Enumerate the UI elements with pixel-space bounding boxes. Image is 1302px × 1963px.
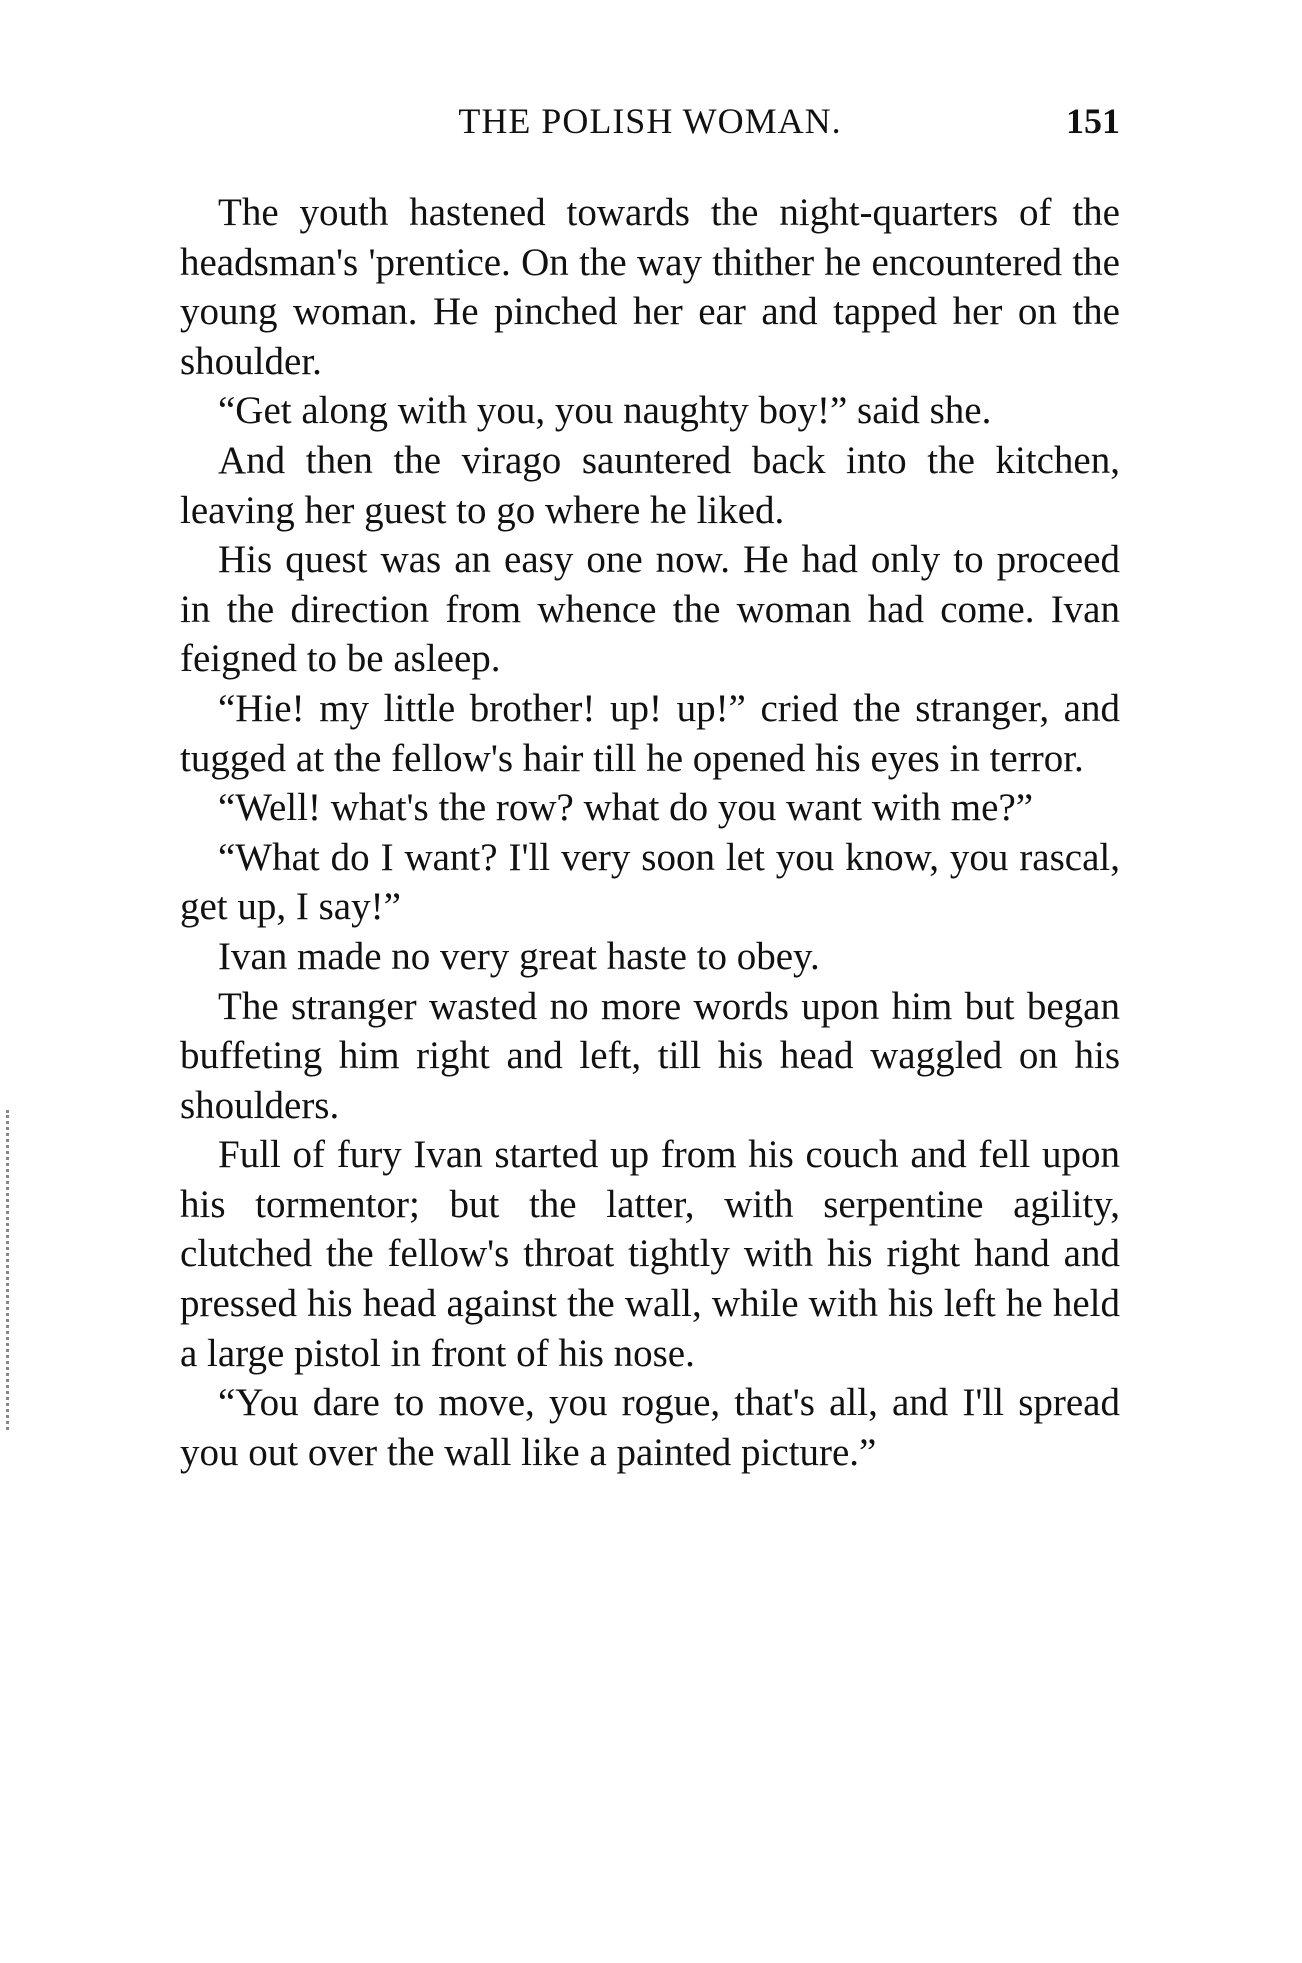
paragraph: “Well! what's the row? what do you want with me?” — [218, 786, 1034, 830]
paragraph: “You dare to move, you rogue, that's all, and I'll spread you out over the wall like a painted picture.” — [180, 1381, 1120, 1474]
paragraph: His quest was an easy one now. He had only to proceed in the direction from whence the woman had come. Ivan feigned to be asleep. — [180, 538, 1120, 681]
page-number: 151 — [1066, 101, 1120, 141]
paragraph: The youth hastened towards the night-quarters of the headsman's 'prentice. On the way thither he encountered the young woman. He pinched her ear and tapped her on the shoulder. — [180, 191, 1120, 383]
paragraph: And then the virago sauntered back into the kitchen, leaving her guest to go where he liked. — [180, 438, 1120, 532]
paragraph: Full of fury Ivan started up from his couch and fell upon his tormentor; but the latter, with serpentine agility, clutched the fellow's throat tightly with his right hand and pressed his head against the wall, while with his left he held a large pistol in front of his nose. — [180, 1133, 1120, 1375]
paragraph: “What do I want? I'll very soon let you know, you rascal, get up, I say!” — [180, 835, 1120, 929]
paragraph: “Get along with you, you naughty boy!” said she. — [218, 389, 992, 433]
binding-edge-marks — [6, 1110, 19, 1430]
paragraph: Ivan made no very great haste to obey. — [218, 934, 820, 978]
running-title: THE POLISH WOMAN. — [458, 101, 842, 141]
paragraph: The stranger wasted no more words upon him but began buffeting him right and left, till his head waggled on his shoulders. — [180, 984, 1120, 1127]
body-text — [180, 188, 1120, 1477]
running-head — [180, 100, 1120, 150]
paragraph: “Hie! my little brother! up! up!” cried the stranger, and tugged at the fellow's hair till he opened his eyes in terror. — [180, 686, 1120, 780]
